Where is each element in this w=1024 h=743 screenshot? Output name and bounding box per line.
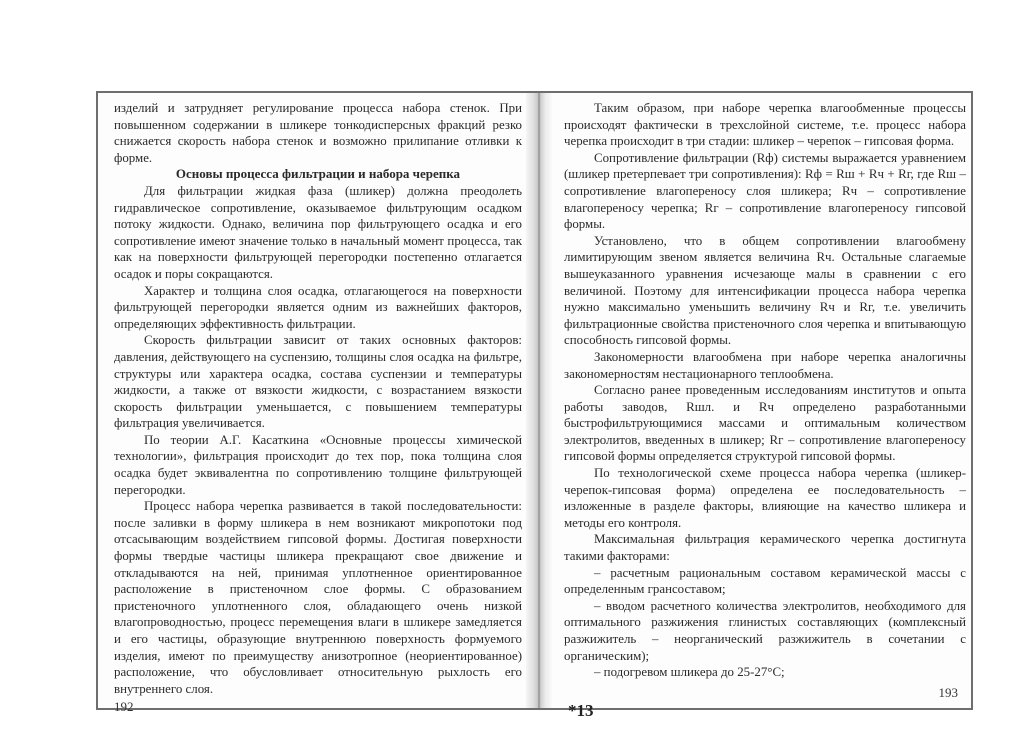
paragraph: Сопротивление фильтрации (Rф) системы выражается уравнением (шликер претерпевает три сопротивления): Rф = Rш + Rч + Rг, где Rш – сопротивление влагопереносу слоя шликера; Rч – сопротивление влагопереносу черепка; Rг – сопротивление влагопереносу гипсовой формы.: [564, 150, 966, 232]
paragraph: Согласно ранее проведенным исследованиям институтов и опыта работы заводов, Rшл. и Rч определено разработанными быстрофильтрующимися массами и оптимальным количеством электролитов, введенных в шликер; Rг – сопротивление влагопереносу гипсовой формы определяется структурой гипсовой формы.: [564, 383, 966, 464]
page-number-right: 193: [938, 684, 958, 700]
list-item: – расчетным рациональным составом керамической массы с определенным грансоставом;: [564, 565, 966, 597]
paragraph: Установлено, что в общем сопротивлении влагообмену лимитирующим звеном является величина Rч. Остальные слагаемые вышеуказанного уравнения исчезающе малы в сравнении с его величиной. Поэтому для интенсификации процесса набора черепка нужно максимально уменьшить величину Rч и Rг, т.е. увеличить фильтрационные свойства пристеночного слоя черепка и впитывающую способность гипсовой формы.: [564, 233, 966, 348]
paragraph: Для фильтрации жидкая фаза (шликер) должна преодолеть гидравлическое сопротивление, оказываемое фильтрующим осадком потоку жидкости. Однако, величина пор фильтрующего осадка и его сопротивление имеют значение только в начальный момент процесса, так как на поверхности фильтрующей перегородки постепенно отлагается осадок и поры сокращаются.: [114, 183, 522, 281]
paragraph: изделий и затрудняет регулирование процесса набора стенок. При повышенном содержании в шликере тонкодисперсных фракций резко снижается скорость набора стенок и возможно прилипание отливки к форме.: [114, 101, 522, 165]
page-number-left: 192: [114, 699, 134, 715]
page-footer: [564, 681, 966, 721]
left-page: [114, 100, 522, 715]
paragraph: Максимальная фильтрация керамического черепка достигнута такими факторами:: [564, 532, 966, 564]
paragraph: Процесс набора черепка развивается в такой последовательности: после заливки в форму шликера в нем возникают микропотоки под отсасывающим воздействием гипсовой формы. Достигая поверхности формы твердые частицы шликера прекращают свое движение и откладываются на ней, принимая уплотненное ориентированное расположение в пристеночном слое формы. С образованием пристеночного уплотненного слоя, обладающего очень низкой влагопроводностью, процесс перемещения влаги в шликере замедляется и его частицы, образующие внутреннюю поверхность формуемого изделия, имеют по преимуществу анизотропное (неориентированное) расположение, что обусловливает относительную рыхлость его внутреннего слоя.: [114, 499, 522, 696]
signature-mark: *13: [568, 700, 594, 720]
list-item: – подогревом шликера до 25-27°С;: [594, 665, 785, 680]
paragraph: Закономерности влагообмена при наборе черепка аналогичны закономерностям нестационарного теплообмена.: [564, 349, 966, 381]
paragraph: По технологической схеме процесса набора черепка (шликер-черепок-гипсовая форма) определена ее последовательность – изложенные в разделе факторы, влияющие на качество шликера и методы его контроля.: [564, 466, 966, 530]
paragraph: По теории А.Г. Касаткина «Основные процессы химической технологии», фильтрация происходит до тех пор, пока толщина слоя осадка будет эквивалентна по сопротивлению толщине фильтрующей перегородки.: [114, 432, 522, 497]
paragraph: Характер и толщина слоя осадка, отлагающегося на поверхности фильтрующей перегородки является одним из важнейших факторов, определяющих эффективность фильтрации.: [114, 283, 522, 331]
paragraph: Скорость фильтрации зависит от таких основных факторов: давления, действующего на суспензию, толщины слоя осадка на фильтре, структуры или характера осадка, состава суспензии и температуры жидкости, а также от вязкости жидкости, с возрастанием вязкости скорость фильтрации уменьшается, с повышением температуры фильтрация увеличивается.: [114, 333, 522, 431]
section-heading: Основы процесса фильтрации и набора черепка: [175, 166, 461, 182]
book-gutter: [526, 93, 552, 708]
list-item: – вводом расчетного количества электролитов, необходимого для оптимального разжижения глинистых составляющих (комплексный разжижитель – неорганический разжижитель в сочетании с органическим);: [564, 598, 966, 663]
right-page: [564, 100, 966, 720]
paragraph: Таким образом, при наборе черепка влагообменные процессы происходят фактически в трехслойной системе, т.е. процесс набора черепка происходит в три стадии: шликер – черепок – гипсовая форма.: [564, 101, 966, 149]
